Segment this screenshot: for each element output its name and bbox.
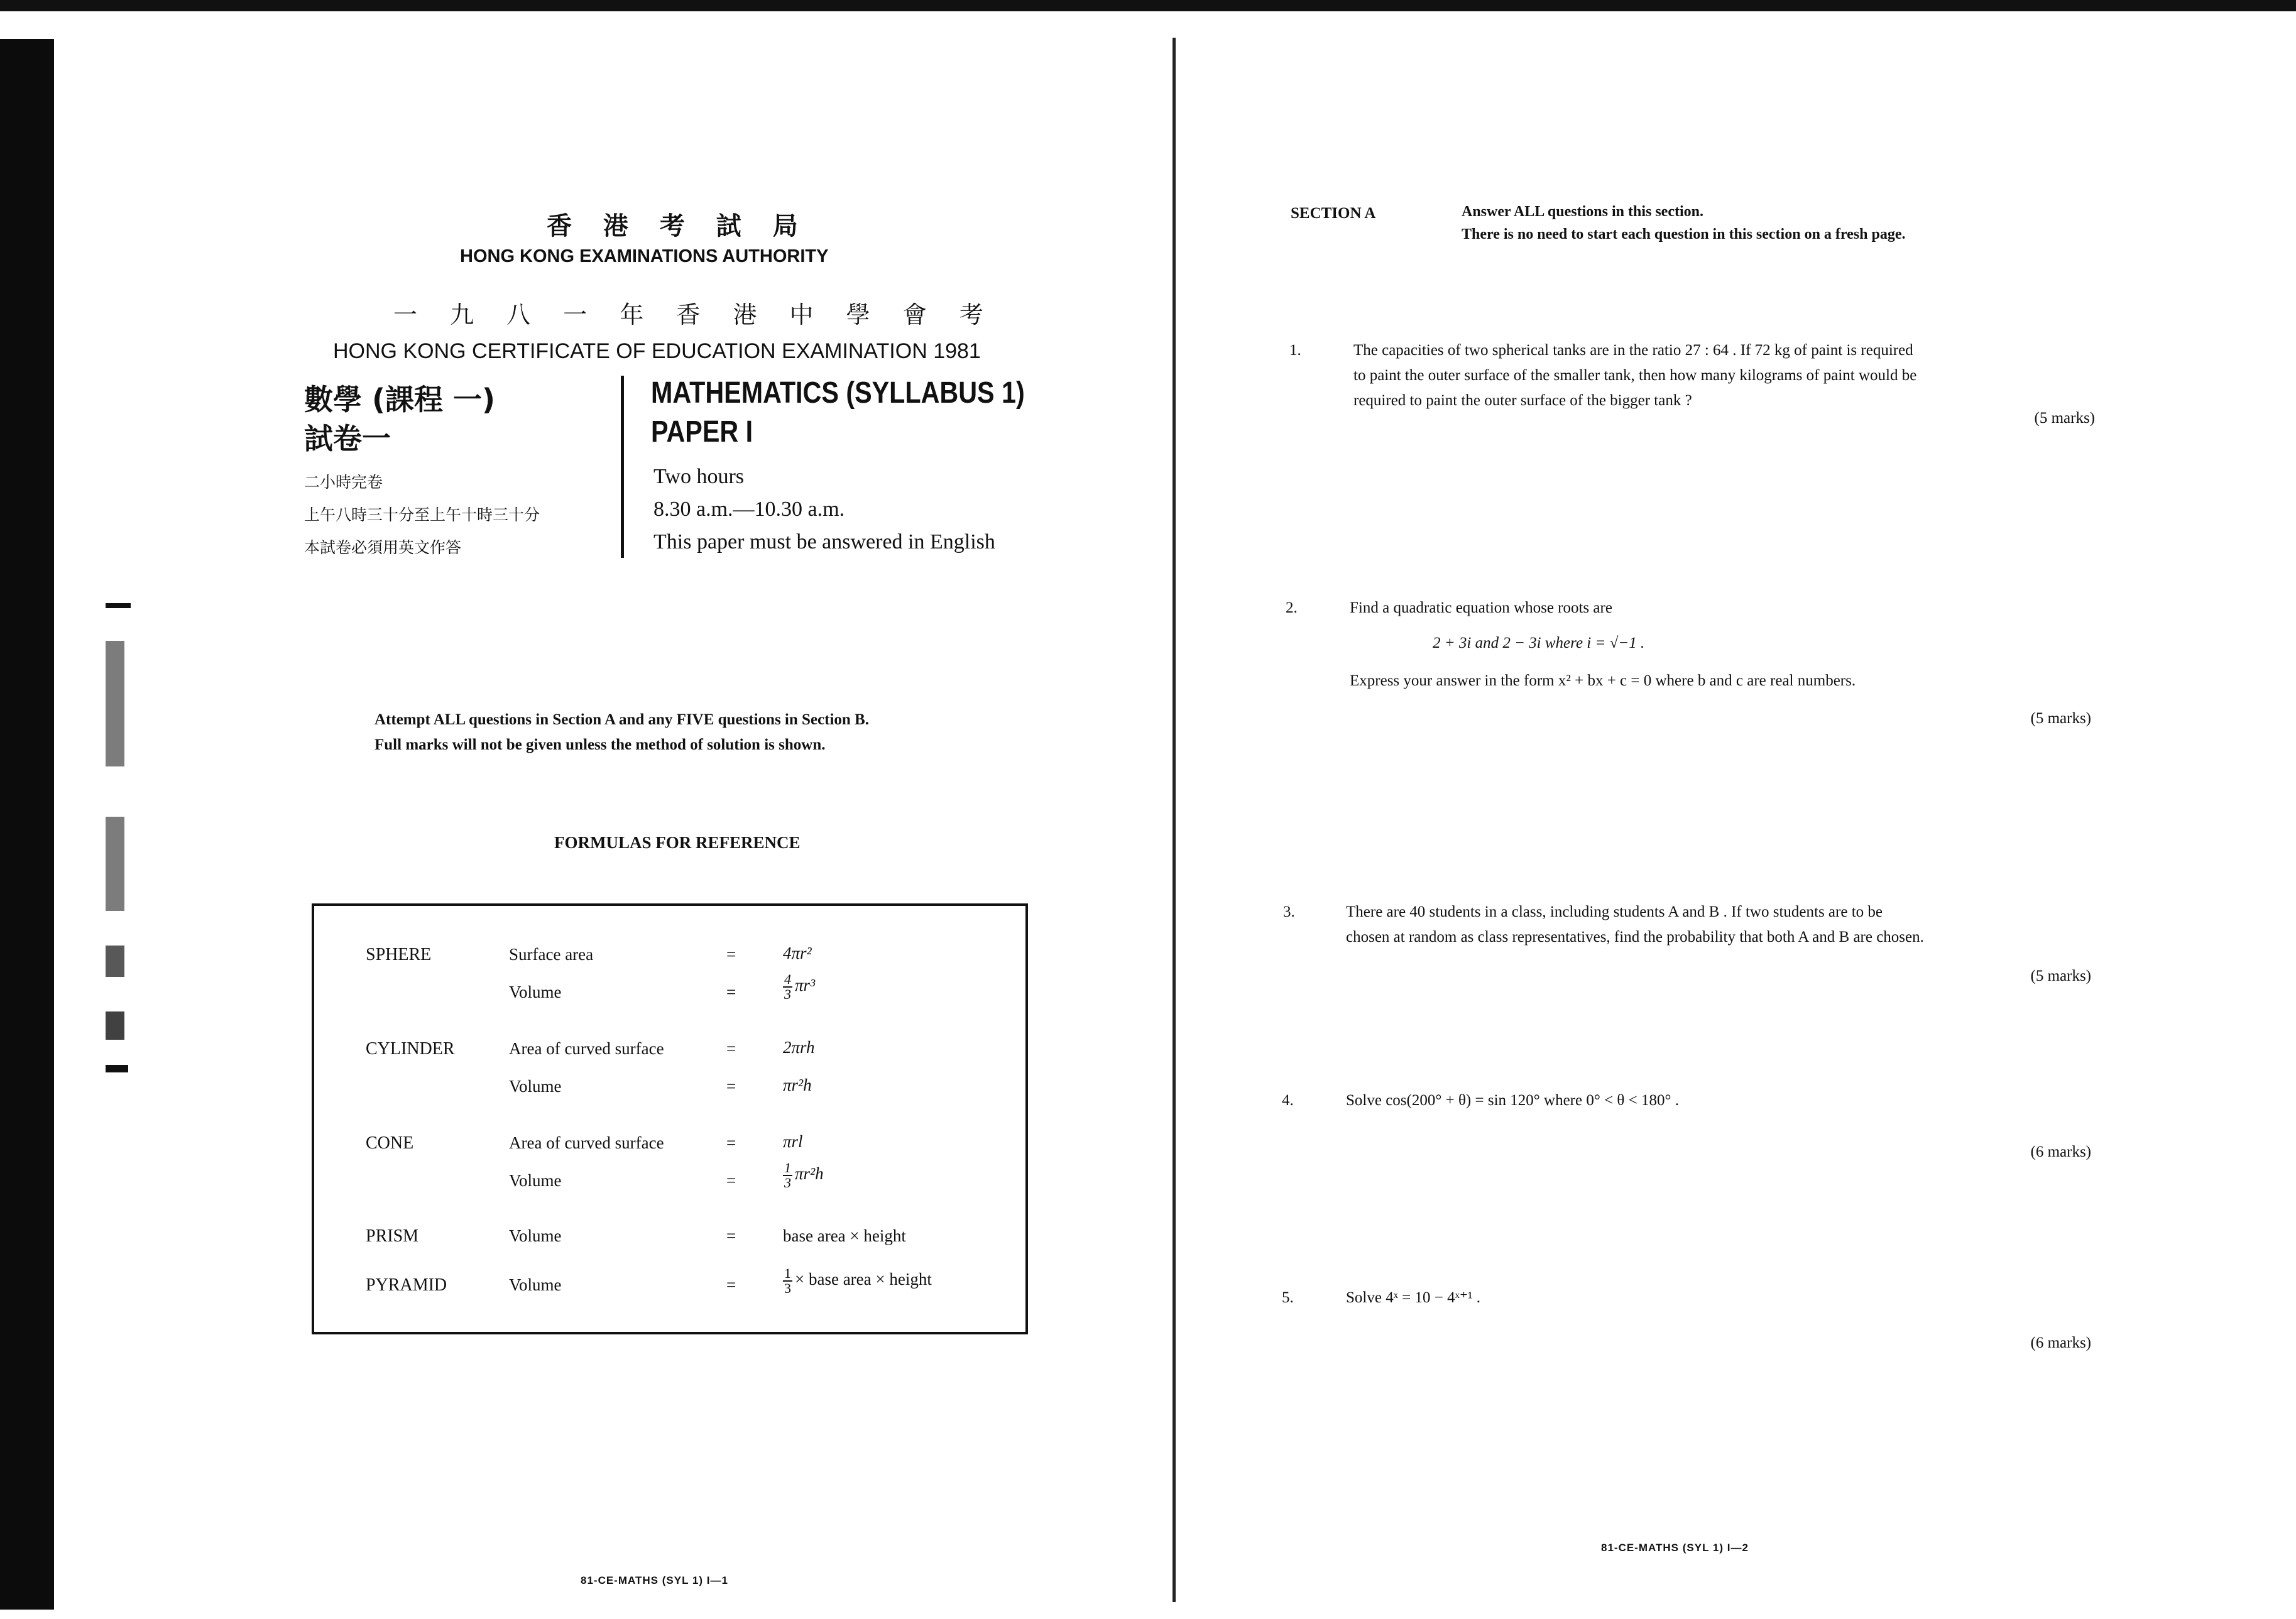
formula-expression: $\frac{1}{3}$ πr²h [784,1160,824,1191]
section-instruction-2: There is no need to start each question in this section on a fresh page. [1462,226,1906,243]
formula-expression: $\frac{4}{3}$ πr³ [784,971,816,1002]
section-instruction-1: Answer ALL questions in this section. [1462,204,1703,220]
fraction: $\frac{4}{3}$ [784,971,791,1002]
question-marks: (6 marks) [2030,1143,2091,1160]
question-marks: (5 marks) [2034,410,2095,427]
formula-shape-sphere: SPHERE [366,945,432,964]
detail-zh-language: 本試卷必須用英文作答 [304,538,462,557]
scan-artifact [106,1065,128,1072]
question-line: There are 40 students in a class, including students A and B . If two students are to be [1346,903,1883,920]
question-line: Find a quadratic equation whose roots are [1350,599,1612,616]
scan-artifact [106,946,124,977]
detail-en-time: 8.30 a.m.—10.30 a.m. [653,498,845,521]
subject-zh-line1: 數學 (課程 一) [304,383,496,417]
formula-equals: = [726,1275,736,1294]
formulas-heading: FORMULAS FOR REFERENCE [554,833,801,852]
question-line: required to paint the outer surface of the bigger tank ? [1353,392,1692,409]
section-label: SECTION A [1291,205,1376,222]
question-number: 3. [1283,903,1295,920]
scan-artifact [106,817,124,911]
question-line: Solve 4ˣ = 10 − 4ˣ⁺¹ . [1346,1289,1481,1306]
formula-equals: = [726,1077,736,1096]
instruction-line2: Full marks will not be given unless the method of solution is shown. [374,736,826,753]
question-line: chosen at random as class representatives, find the probability that both A and B are chosen. [1346,929,1924,946]
question-line: The capacities of two spherical tanks are in the ratio 27 : 64 . If 72 kg of paint is required [1353,342,1913,359]
scan-artifact [106,603,131,608]
formula-equals: = [726,1171,736,1190]
page-divider [1173,38,1176,1602]
subject-en-line1: MATHEMATICS (SYLLABUS 1) [651,376,1025,410]
header-vertical-rule [621,376,624,558]
formula-expression: 4πr² [783,944,812,962]
fraction: $\frac{1}{3}$ [784,1160,791,1191]
scan-artifact [106,641,124,766]
detail-zh-duration: 二小時完卷 [304,473,383,491]
formula-quantity: Volume [509,1226,562,1245]
fraction: $\frac{1}{3}$ [784,1265,791,1296]
question-line: 2 + 3i and 2 − 3i where i = √−1 . [1433,635,1645,651]
formula-shape-cone: CONE [366,1133,414,1153]
detail-en-language: This paper must be answered in English [653,530,995,553]
formula-expression: 2πrh [783,1038,815,1057]
formula-shape-prism: PRISM [366,1226,419,1246]
formula-quantity: Volume [509,1275,562,1294]
question-number: 5. [1282,1289,1294,1306]
formula-expression: base area × height [783,1226,906,1245]
formula-quantity: Volume [509,1171,562,1190]
question-number: 2. [1286,599,1298,616]
formula-equals: = [726,945,736,964]
authority-en: HONG KONG EXAMINATIONS AUTHORITY [460,246,829,266]
exam-en: HONG KONG CERTIFICATE OF EDUCATION EXAMINATION 1981 [333,339,981,363]
subject-zh-line2: 試卷一 [304,422,391,455]
authority-zh: 香 港 考 試 局 [547,212,809,241]
formula-quantity: Volume [509,983,562,1001]
question-marks: (5 marks) [2030,710,2091,727]
formula-quantity: Area of curved surface [509,1133,664,1152]
formula-expression: πrl [783,1132,803,1151]
formula-quantity: Surface area [509,945,594,964]
detail-en-duration: Two hours [653,465,745,488]
instruction-line1: Attempt ALL questions in Section A and any FIVE questions in Section B. [374,711,869,728]
question-number: 4. [1282,1092,1294,1109]
scan-top-edge [0,0,2296,11]
formula-shape-cylinder: CYLINDER [366,1039,455,1059]
exam-zh: 一 九 八 一 年 香 港 中 學 會 考 [393,301,996,329]
detail-zh-time: 上午八時三十分至上午十時三十分 [304,506,540,524]
scan-left-edge [0,39,54,1610]
formula-quantity: Area of curved surface [509,1039,664,1058]
left-page-footer: 81-CE-MATHS (SYL 1) I—1 [581,1574,728,1586]
question-marks: (6 marks) [2030,1334,2091,1351]
formula-equals: = [726,1133,736,1152]
formula-equals: = [726,1039,736,1058]
formula-quantity: Volume [509,1077,562,1096]
formula-equals: = [726,1226,736,1245]
formula-expression: πr²h [783,1076,812,1094]
formula-shape-pyramid: PYRAMID [366,1275,447,1295]
question-line: to paint the outer surface of the smaller tank, then how many kilograms of paint would be [1353,367,1917,384]
right-page-footer: 81-CE-MATHS (SYL 1) I—2 [1601,1542,1749,1554]
subject-en-line2: PAPER I [651,415,753,449]
formula-equals: = [726,983,736,1001]
formula-expression: $\frac{1}{3}$ × base area × height [784,1265,932,1296]
question-line: Solve cos(200° + θ) = sin 120° where 0° < θ < 180° . [1346,1092,1680,1109]
question-number: 1. [1289,342,1301,359]
scan-artifact [106,1011,124,1040]
question-marks: (5 marks) [2030,968,2091,984]
question-line: Express your answer in the form x² + bx + c = 0 where b and c are real numbers. [1350,672,1856,689]
